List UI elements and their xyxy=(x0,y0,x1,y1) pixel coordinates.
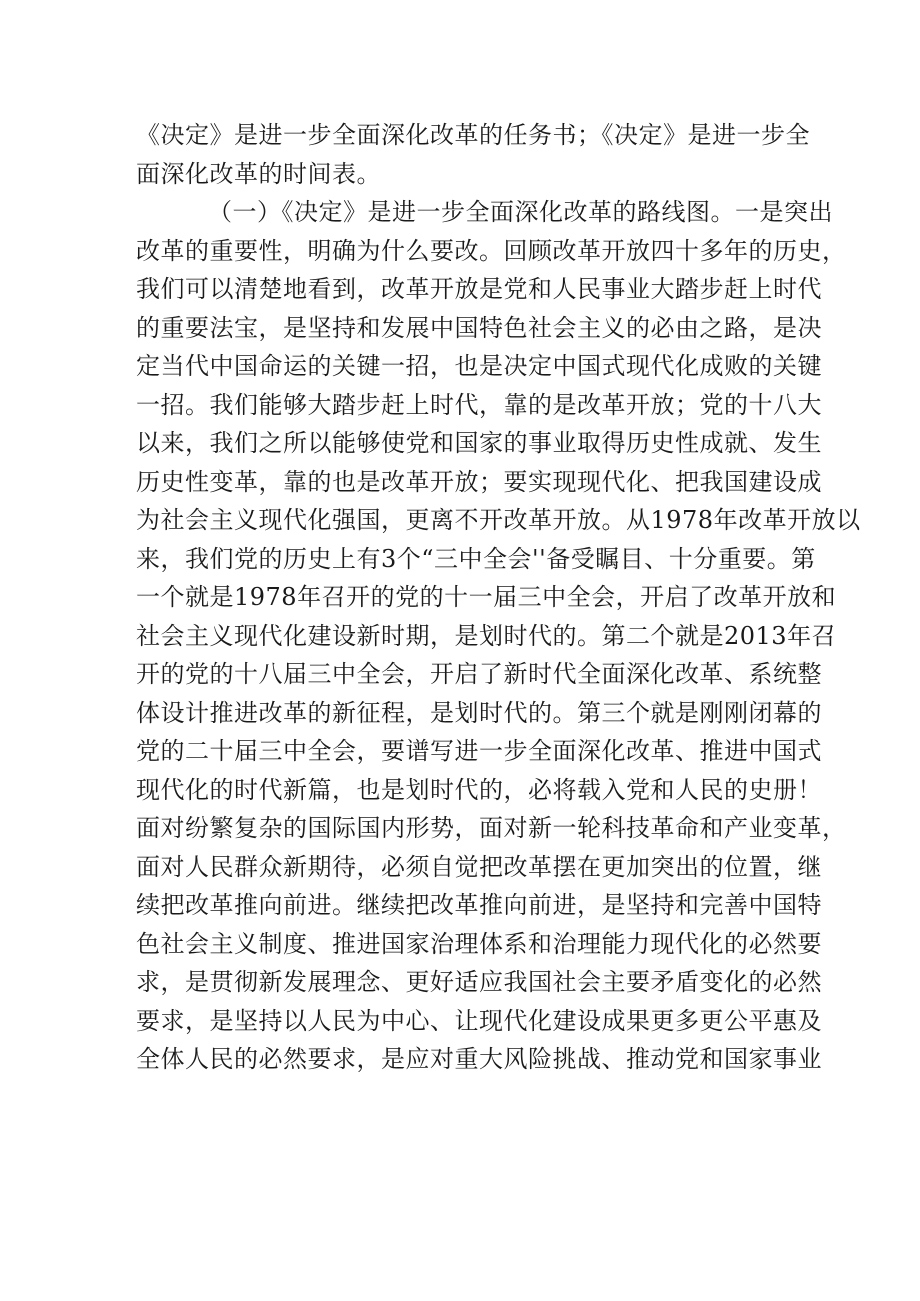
text-line: 定当代中国命运的关键一招，也是决定中国式现代化成败的关键 xyxy=(136,352,822,380)
text-line: 全体人民的必然要求，是应对重大风险挑战、推动党和国家事业 xyxy=(136,1045,822,1073)
text-line: 改革的重要性，明确为什么要改。回顾改革开放四十多年的历史， xyxy=(136,236,847,265)
paragraph-first-line: （一）《决定》是进一步全面深化改革的路线图。一是突出 xyxy=(208,198,833,226)
text-line: 以来，我们之所以能够使党和国家的事业取得历史性成就、发生 xyxy=(136,429,822,457)
text-line: 的重要法宝，是坚持和发展中国特色社会主义的必由之路，是决 xyxy=(136,313,822,342)
text-line: 一个就是1978年召开的党的十一届三中全会，开启了改革开放和 xyxy=(136,583,837,611)
text-line: 为社会主义现代化强国，更离不开改革开放。从1978年改革开放以 xyxy=(136,506,861,534)
text-line: 要求，是坚持以人民为中心、让现代化建设成果更多更公平惠及 xyxy=(136,1006,822,1035)
text-line: 我们可以清楚地看到，改革开放是党和人民事业大踏步赶上时代 xyxy=(136,275,822,303)
text-line: 现代化的时代新篇，也是划时代的，必将载入党和人民的史册！ xyxy=(136,775,822,804)
text-line: 历史性变革，靠的也是改革开放；要实现现代化、把我国建设成 xyxy=(136,467,822,496)
text-line: 党的二十届三中全会，要谱写进一步全面深化改革、推进中国式 xyxy=(136,737,822,765)
text-line: 续把改革推向前进。继续把改革推向前进，是坚持和完善中国特 xyxy=(136,891,822,919)
text-line: 社会主义现代化建设新时期，是划时代的。第二个就是2013年召 xyxy=(136,621,837,650)
body-text xyxy=(136,116,861,1079)
text-line: 体设计推进改革的新征程，是划时代的。第三个就是刚刚闭幕的 xyxy=(136,698,822,727)
text-line: 面深化改革的时间表。 xyxy=(136,159,381,188)
text-line: 一招。我们能够大踏步赶上时代，靠的是改革开放；党的十八大 xyxy=(136,390,822,419)
text-line: 面对纷繁复杂的国际国内形势，面对新一轮科技革命和产业变革， xyxy=(136,814,847,842)
text-line: 《决定》是进一步全面深化改革的任务书；《决定》是进一步全 xyxy=(136,121,810,149)
text-line: 求，是贯彻新发展理念、更好适应我国社会主要矛盾变化的必然 xyxy=(136,968,822,996)
text-line: 面对人民群众新期待，必须自觉把改革摆在更加突出的位置，继 xyxy=(136,852,822,881)
text-line: 开的党的十八届三中全会，开启了新时代全面深化改革、系统整 xyxy=(136,660,822,688)
text-line: 色社会主义制度、推进国家治理体系和治理能力现代化的必然要 xyxy=(136,929,822,958)
text-line: 来，我们党的历史上有3个“三中全会''备受瞩目、十分重要。第 xyxy=(136,544,816,573)
